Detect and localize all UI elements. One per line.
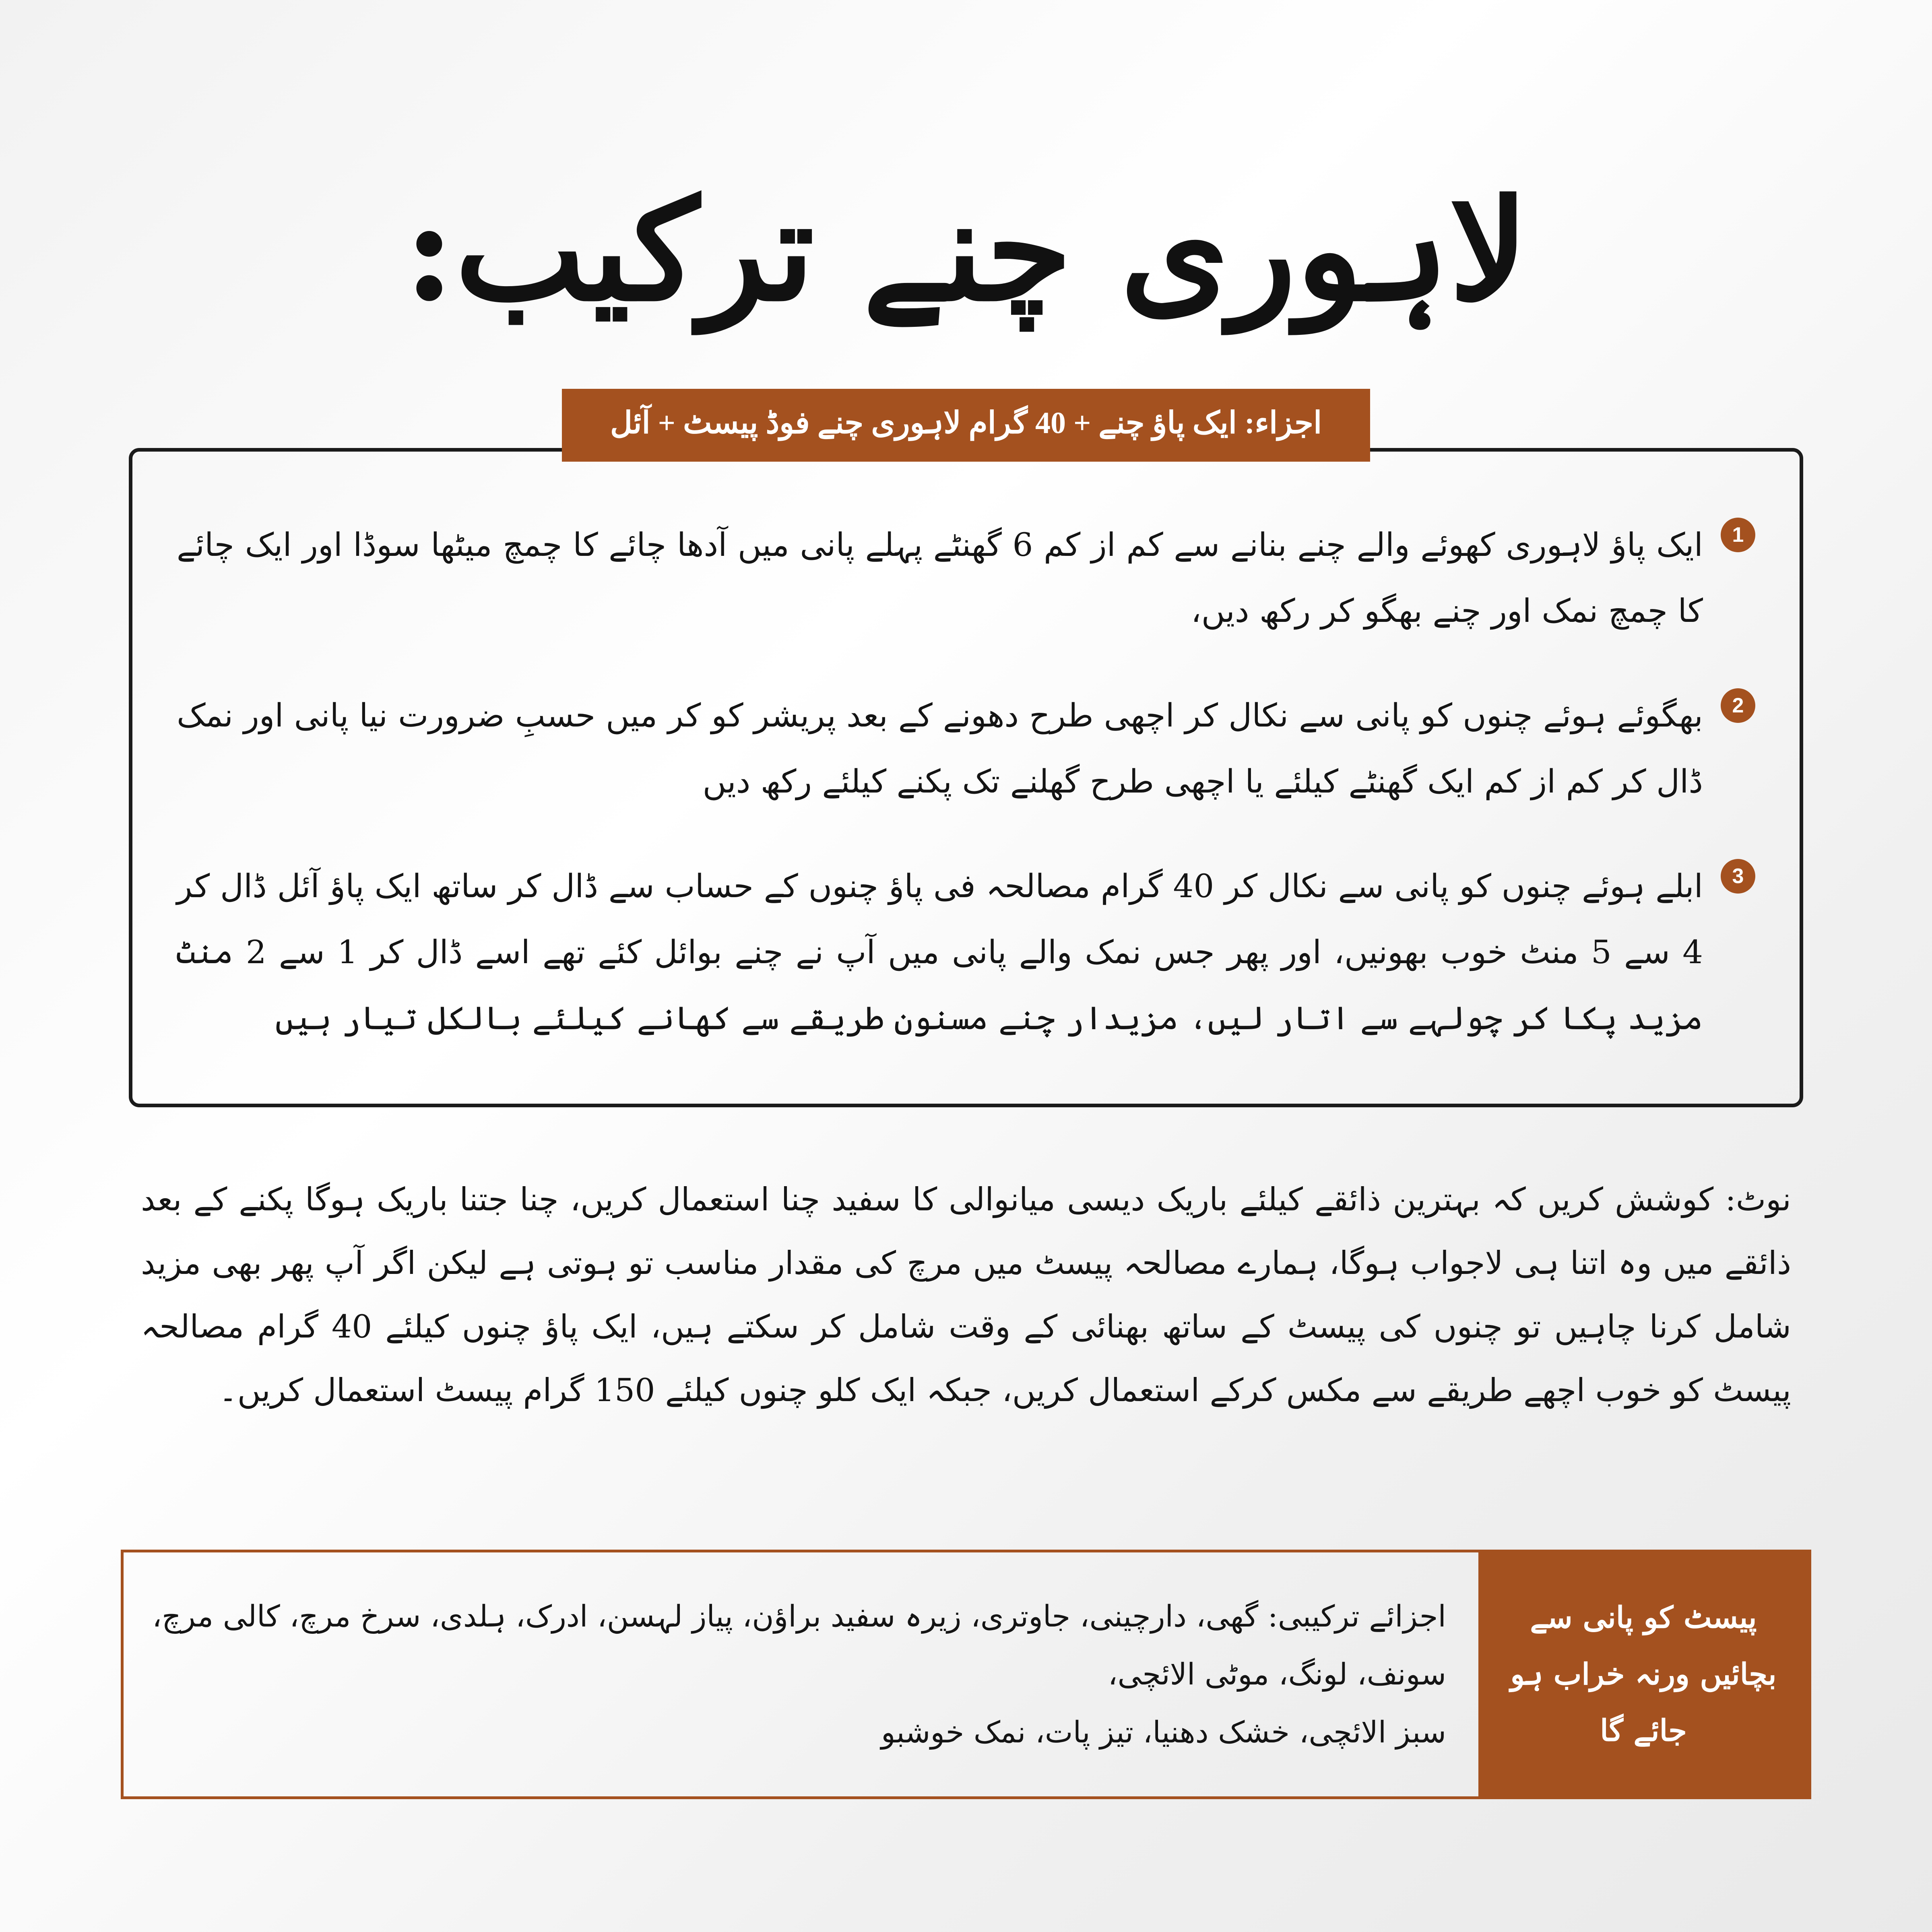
note-text: نوٹ: کوشش کریں کہ بہترین ذائقے کیلئے باریک دیسی میانوالی کا سفید چنا استعمال کریں، چنا جتنا باریک ہوگا پکنے کے بعد ذائقے میں وہ اتنا ہی لاجواب ہوگا، ہمارے مصالحہ پیسٹ میں مرچ کی مقدار مناسب تو ہوتی ہے لیکن اگر آپ پھر بھی مزید شامل کرنا چاہیں تو چنوں کی پیسٹ کے ساتھ بھنائی کے وقت شامل کر سکتے ہیں، ایک پاؤ چنوں کیلئے 40 گرام مصالحہ پیسٹ کو خوب اچھے طریقے سے مکس کرکے استعمال کریں، جبکہ ایک کلو چنوں کیلئے 150 گرام پیسٹ استعمال کریں۔ xyxy=(141,1181,1791,1409)
ingredients-ribbon: اجزاء: ایک پاؤ چنے + 40 گرام لاہوری چنے فوڈ پیسٹ + آئل xyxy=(562,389,1370,462)
ingredients-line: اجزائے ترکیبی: گھی، دارچینی، جاوتری، زیرہ سفید براؤن، پیاز لہسن، ادرک، ہلدی، سرخ مرچ، کالی مرچ، سونف، لونگ، موٹی الائچی، xyxy=(152,1599,1446,1692)
ingredients-list xyxy=(124,1552,1478,1796)
page-title: لاہوری چنے ترکیب: xyxy=(403,169,1529,332)
steps-container xyxy=(129,448,1803,1107)
step-item xyxy=(177,853,1755,1051)
step-text: بھگوئے ہوئے چنوں کو پانی سے نکال کر اچھی طرح دھونے کے بعد پریشر کو کر میں حسبِ ضرورت نیا پانی اور نمک ڈال کر کم از کم ایک گھنٹے کیلئے یا اچھی طرح گھلنے تک پکنے کیلئے رکھ دیں xyxy=(177,696,1703,800)
step-text: ابلے ہوئے چنوں کو پانی سے نکال کر 40 گرام مصالحہ فی پاؤ چنوں کے حساب سے ڈال کر ساتھ ایک پاؤ آئل ڈال کر 4 سے 5 منٹ خوب بھونیں، اور پھر جس نمک والے پانی میں آپ نے چنے بوائل کئے تھے اسے ڈال کر 1 سے 2 منٹ مزید پکا کر چولہے سے اتار لیں، مزیدار چنے مسنون طریقے سے کھانے کیلئے بالکل تیار ہیں xyxy=(177,867,1703,1037)
bottom-bar xyxy=(121,1550,1811,1799)
title-section xyxy=(117,0,1815,332)
ingredients-line: سبز الائچی، خشک دھنیا، تیز پات، نمک خوشبو xyxy=(881,1715,1446,1750)
step-number-badge: 1 xyxy=(1721,518,1755,552)
step-text: ایک پاؤ لاہوری کھوئے والے چنے بنانے سے کم از کم 6 گھنٹے پہلے پانی میں آدھا چائے کا چمچ میٹھا سوڈا اور ایک چائے کا چمچ نمک اور چنے بھگو کر رکھ دیں، xyxy=(177,526,1703,630)
step-number-badge: 2 xyxy=(1721,688,1755,723)
step-item xyxy=(177,512,1755,644)
paste-warning: پیسٹ کو پانی سے بچائیں ورنہ خراب ہو جائے گا xyxy=(1478,1552,1808,1796)
step-number-badge: 3 xyxy=(1721,859,1755,894)
step-item xyxy=(177,683,1755,815)
